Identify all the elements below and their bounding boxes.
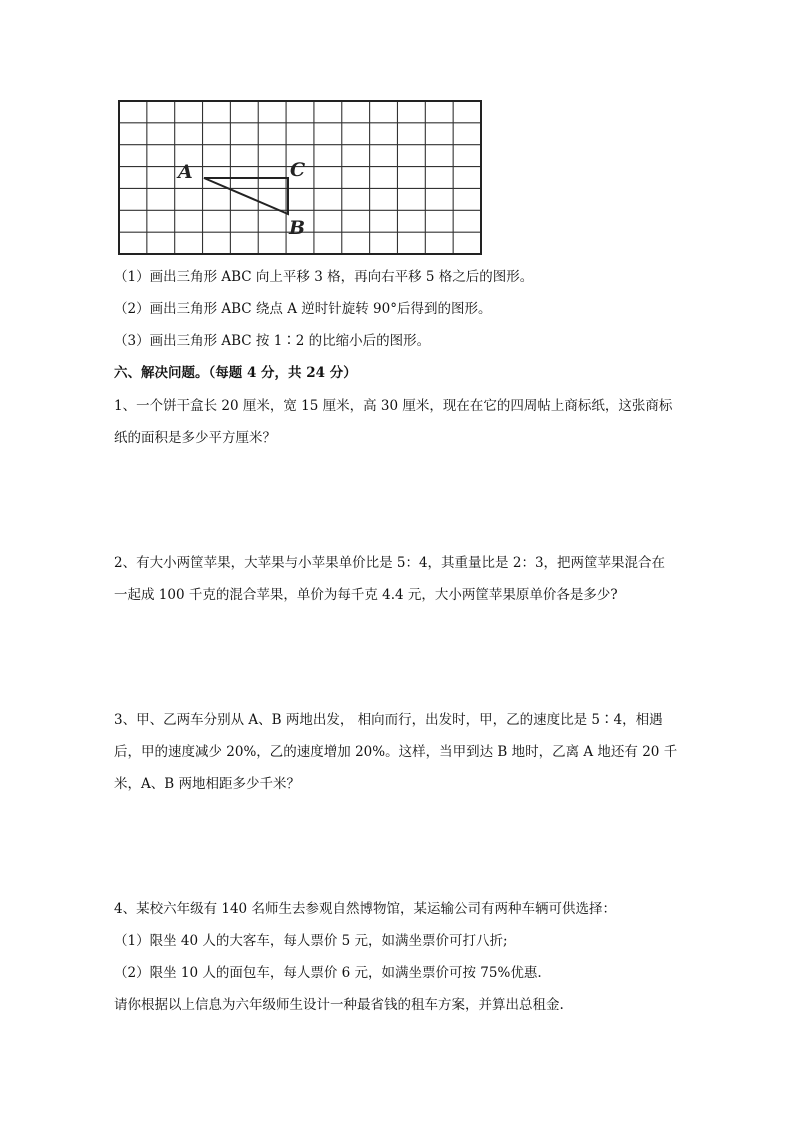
triangle-abc	[204, 178, 288, 214]
question-3-line: 后，甲的速度减少 20%，乙的速度增加 20%。这样，当甲到达 B 地时，乙离 A 地还有 20 千	[114, 744, 678, 760]
vertex-label-b: B	[289, 217, 306, 239]
question-4-line: 请你根据以上信息为六年级师生设计一种最省钱的租车方案，并算出总租金.	[114, 997, 564, 1013]
question-1-line: 纸的面积是多少平方厘米？	[114, 430, 276, 446]
question-3-line: 米，A、B 两地相距多少千米？	[114, 776, 300, 792]
grid-figure	[118, 100, 482, 255]
question-4-line: （2）限坐 10 人的面包车，每人票价 6 元，如满坐票价可按 75%优惠.	[114, 965, 542, 981]
instruction-line: （3）画出三角形 ABC 按 1∶2 的比缩小后的图形。	[114, 333, 431, 349]
instruction-line: （2）画出三角形 ABC 绕点 A 逆时针旋转 90°后得到的图形。	[114, 301, 492, 317]
vertex-label-a: A	[178, 161, 193, 183]
instruction-line: （1）画出三角形 ABC 向上平移 3 格，再向右平移 5 格之后的图形。	[114, 269, 534, 285]
question-3-line: 3、甲、乙两车分别从 A、B 两地出发， 相向而行，出发时，甲，乙的速度比是 5∶4，相遇	[114, 712, 663, 728]
question-4-line: 4、某校六年级有 140 名师生去参观自然博物馆，某运输公司有两种车辆可供选择：	[114, 901, 616, 917]
question-1-line: 1、一个饼干盒长 20 厘米，宽 15 厘米，高 30 厘米，现在在它的四周帖上商标纸，这张商标	[114, 398, 673, 414]
question-4-line: （1）限坐 40 人的大客车，每人票价 5 元，如满坐票价可打八折;	[114, 933, 508, 949]
vertex-label-c: C	[290, 159, 306, 181]
question-2-line: 一起成 100 千克的混合苹果，单价为每千克 4.4 元，大小两筐苹果原单价各是多少?	[114, 587, 618, 603]
section-title: 六、解决问题。（每题 4 分，共 24 分）	[114, 365, 357, 381]
question-2-line: 2、有大小两筐苹果，大苹果与小苹果单价比是 5：4，其重量比是 2：3，把两筐苹果混合在	[114, 555, 666, 571]
